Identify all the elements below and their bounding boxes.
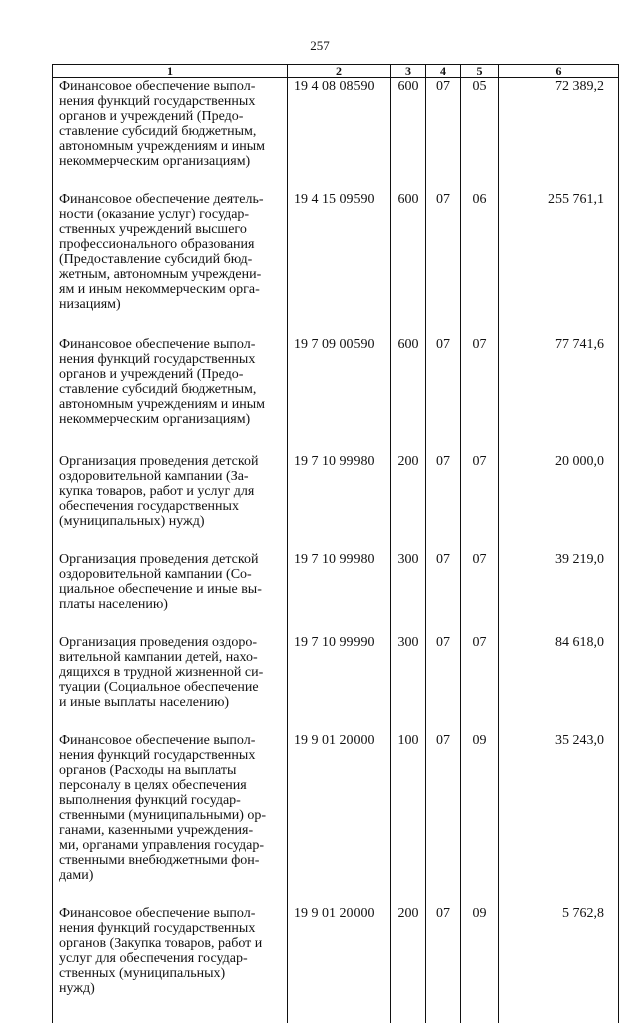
row-amount: 20 000,0: [499, 453, 619, 551]
row-description: [53, 551, 288, 634]
row-code: 19 7 10 99990: [288, 634, 391, 732]
row-col5: 09: [461, 732, 499, 905]
description-line: низациям): [59, 297, 283, 312]
description-line: нужд): [59, 981, 283, 996]
row-amount: 84 618,0: [499, 634, 619, 732]
description-line: нения функций государственных: [59, 748, 283, 763]
description-line: (муниципальных) нужд): [59, 514, 283, 529]
table-row: [53, 191, 619, 336]
row-col5: 07: [461, 453, 499, 551]
row-col5: 06: [461, 191, 499, 336]
filler-cell: [426, 996, 461, 1023]
description-line: органов (Закупка товаров, работ и: [59, 936, 283, 951]
description-line: Организация проведения детской: [59, 454, 283, 469]
description-line: некоммерческим организациям): [59, 154, 283, 169]
description-line: оздоровительной кампании (Со-: [59, 567, 283, 582]
row-col3: 600: [391, 191, 426, 336]
description-line: органов и учреждений (Предо-: [59, 367, 283, 382]
row-col3: 300: [391, 634, 426, 732]
column-header-3: 3: [391, 65, 426, 78]
column-header-5: 5: [461, 65, 499, 78]
description-line: обеспечения государственных: [59, 499, 283, 514]
row-description: [53, 905, 288, 996]
description-line: Финансовое обеспечение выпол-: [59, 733, 283, 748]
row-code: 19 9 01 20000: [288, 732, 391, 905]
row-code: 19 7 10 99980: [288, 551, 391, 634]
description-line: нения функций государственных: [59, 352, 283, 367]
page-number: 257: [0, 38, 640, 54]
description-line: Организация проведения детской: [59, 552, 283, 567]
row-col4: 07: [426, 453, 461, 551]
row-col3: 100: [391, 732, 426, 905]
description-line: ности (оказание услуг) государ-: [59, 207, 283, 222]
row-description: [53, 336, 288, 453]
row-description: [53, 78, 288, 192]
row-amount: 72 389,2: [499, 78, 619, 192]
row-code: 19 9 01 20000: [288, 905, 391, 996]
description-line: ственными внебюджетными фон-: [59, 853, 283, 868]
description-line: ям и иным некоммерческим орга-: [59, 282, 283, 297]
row-code: 19 4 08 08590: [288, 78, 391, 192]
table-row: [53, 336, 619, 453]
filler-cell: [461, 996, 499, 1023]
column-header-2: 2: [288, 65, 391, 78]
row-col4: 07: [426, 191, 461, 336]
table-row: [53, 634, 619, 732]
table-row: [53, 732, 619, 905]
description-line: ственными (муниципальными) ор-: [59, 808, 283, 823]
description-line: нения функций государственных: [59, 94, 283, 109]
table-filler-row: [53, 996, 619, 1023]
row-col4: 07: [426, 551, 461, 634]
description-line: оздоровительной кампании (За-: [59, 469, 283, 484]
row-amount: 255 761,1: [499, 191, 619, 336]
table-header-row: [53, 65, 619, 78]
row-col5: 07: [461, 551, 499, 634]
description-line: Финансовое обеспечение выпол-: [59, 337, 283, 352]
description-line: Организация проведения оздоро-: [59, 635, 283, 650]
column-header-1: 1: [53, 65, 288, 78]
description-line: дящихся в трудной жизненной си-: [59, 665, 283, 680]
row-col3: 300: [391, 551, 426, 634]
row-amount: 35 243,0: [499, 732, 619, 905]
description-line: органов (Расходы на выплаты: [59, 763, 283, 778]
description-line: туации (Социальное обеспечение: [59, 680, 283, 695]
row-col4: 07: [426, 634, 461, 732]
filler-cell: [391, 996, 426, 1023]
description-line: ставление субсидий бюджетным,: [59, 382, 283, 397]
table-row: [53, 551, 619, 634]
description-line: услуг для обеспечения государ-: [59, 951, 283, 966]
filler-cell: [499, 996, 619, 1023]
description-line: и иные выплаты населению): [59, 695, 283, 710]
description-line: ганами, казенными учреждения-: [59, 823, 283, 838]
row-col4: 07: [426, 732, 461, 905]
description-line: автономным учреждениям и иным: [59, 397, 283, 412]
description-line: профессионального образования: [59, 237, 283, 252]
table-row: [53, 905, 619, 996]
description-line: персоналу в целях обеспечения: [59, 778, 283, 793]
row-col3: 600: [391, 336, 426, 453]
row-col4: 07: [426, 78, 461, 192]
description-line: купка товаров, работ и услуг для: [59, 484, 283, 499]
description-line: ставление субсидий бюджетным,: [59, 124, 283, 139]
description-line: органов и учреждений (Предо-: [59, 109, 283, 124]
row-amount: 77 741,6: [499, 336, 619, 453]
row-code: 19 7 10 99980: [288, 453, 391, 551]
row-col5: 07: [461, 336, 499, 453]
description-line: ственных (муниципальных): [59, 966, 283, 981]
description-line: выполнения функций государ-: [59, 793, 283, 808]
description-line: некоммерческим организациям): [59, 412, 283, 427]
filler-cell: [53, 996, 288, 1023]
row-col3: 600: [391, 78, 426, 192]
row-code: 19 4 15 09590: [288, 191, 391, 336]
description-line: вительной кампании детей, нахо-: [59, 650, 283, 665]
row-col4: 07: [426, 905, 461, 996]
row-col5: 05: [461, 78, 499, 192]
description-line: Финансовое обеспечение деятель-: [59, 192, 283, 207]
row-description: [53, 732, 288, 905]
description-line: ми, органами управления государ-: [59, 838, 283, 853]
description-line: циальное обеспечение и иные вы-: [59, 582, 283, 597]
table-row: [53, 453, 619, 551]
description-line: (Предоставление субсидий бюд-: [59, 252, 283, 267]
table-body: [53, 78, 619, 1023]
row-amount: 39 219,0: [499, 551, 619, 634]
row-col5: 09: [461, 905, 499, 996]
column-header-6: 6: [499, 65, 619, 78]
description-line: Финансовое обеспечение выпол-: [59, 79, 283, 94]
description-line: нения функций государственных: [59, 921, 283, 936]
filler-cell: [288, 996, 391, 1023]
column-header-4: 4: [426, 65, 461, 78]
row-amount: 5 762,8: [499, 905, 619, 996]
row-col4: 07: [426, 336, 461, 453]
row-description: [53, 191, 288, 336]
table-row: [53, 78, 619, 192]
description-line: Финансовое обеспечение выпол-: [59, 906, 283, 921]
row-col3: 200: [391, 453, 426, 551]
row-col5: 07: [461, 634, 499, 732]
description-line: жетным, автономным учреждени-: [59, 267, 283, 282]
row-description: [53, 453, 288, 551]
row-description: [53, 634, 288, 732]
row-code: 19 7 09 00590: [288, 336, 391, 453]
description-line: автономным учреждениям и иным: [59, 139, 283, 154]
budget-table: [52, 64, 619, 1023]
description-line: ственных учреждений высшего: [59, 222, 283, 237]
description-line: платы населению): [59, 597, 283, 612]
row-col3: 200: [391, 905, 426, 996]
description-line: дами): [59, 868, 283, 883]
